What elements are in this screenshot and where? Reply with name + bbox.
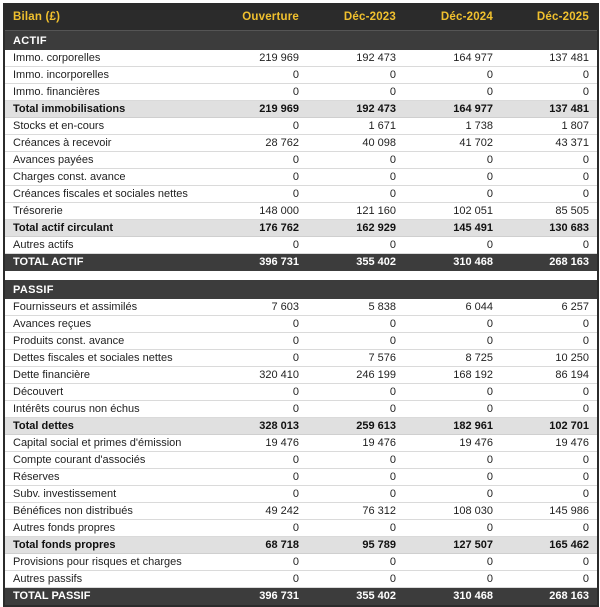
row-value: 0 <box>501 316 598 333</box>
row-value: 310 468 <box>404 254 501 272</box>
row-value: 182 961 <box>404 418 501 435</box>
table-row <box>4 333 598 350</box>
table-row <box>4 486 598 503</box>
spacer-row <box>4 271 598 280</box>
row-label: Dettes fiscales et sociales nettes <box>4 350 210 367</box>
row-value: 355 402 <box>307 254 404 272</box>
table-row <box>4 367 598 384</box>
table-row <box>4 67 598 84</box>
row-value: 0 <box>501 333 598 350</box>
row-value: 49 242 <box>210 503 307 520</box>
row-value: 1 807 <box>501 118 598 135</box>
row-value: 164 977 <box>404 50 501 67</box>
row-value: 19 476 <box>210 435 307 452</box>
subtotal-row <box>4 418 598 435</box>
row-value: 86 194 <box>501 367 598 384</box>
row-value: 0 <box>501 571 598 588</box>
balance-sheet-table <box>3 3 599 607</box>
row-value: 19 476 <box>307 435 404 452</box>
row-value: 148 000 <box>210 203 307 220</box>
row-label: Total dettes <box>4 418 210 435</box>
table-row <box>4 435 598 452</box>
spacer-cell <box>4 271 598 280</box>
row-value: 68 718 <box>210 537 307 554</box>
row-value: 0 <box>307 571 404 588</box>
row-label: Avances payées <box>4 152 210 169</box>
table-row <box>4 299 598 316</box>
row-value: 6 044 <box>404 299 501 316</box>
row-value: 268 163 <box>501 588 598 607</box>
row-label: Produits const. avance <box>4 333 210 350</box>
table-row <box>4 135 598 152</box>
row-value: 6 257 <box>501 299 598 316</box>
row-label: Provisions pour risques et charges <box>4 554 210 571</box>
row-value: 0 <box>210 486 307 503</box>
row-value: 5 838 <box>307 299 404 316</box>
row-value: 396 731 <box>210 254 307 272</box>
row-label: Autres fonds propres <box>4 520 210 537</box>
row-value <box>501 31 598 51</box>
row-value: 0 <box>404 186 501 203</box>
row-label: Créances à recevoir <box>4 135 210 152</box>
row-value: 0 <box>210 520 307 537</box>
row-label: Immo. financières <box>4 84 210 101</box>
row-value: 137 481 <box>501 101 598 118</box>
table-row <box>4 169 598 186</box>
row-label: TOTAL ACTIF <box>4 254 210 272</box>
row-value: 0 <box>501 401 598 418</box>
row-value: 0 <box>210 571 307 588</box>
row-value: 0 <box>404 554 501 571</box>
row-value: 192 473 <box>307 101 404 118</box>
row-value: 0 <box>307 169 404 186</box>
grand-total-row <box>4 254 598 272</box>
row-value: 0 <box>307 316 404 333</box>
row-value: 0 <box>501 67 598 84</box>
column-header-ouverture: Ouverture <box>210 3 307 31</box>
section-header-row <box>4 280 598 299</box>
row-label: Total actif circulant <box>4 220 210 237</box>
row-value: 8 725 <box>404 350 501 367</box>
row-value <box>210 280 307 299</box>
column-header-dec-2025: Déc-2025 <box>501 3 598 31</box>
row-value: 40 098 <box>307 135 404 152</box>
row-value: 0 <box>501 169 598 186</box>
column-header-dec-2024: Déc-2024 <box>404 3 501 31</box>
row-value: 0 <box>404 237 501 254</box>
row-value: 0 <box>210 237 307 254</box>
row-value: 0 <box>501 469 598 486</box>
table-row <box>4 152 598 169</box>
row-value: 0 <box>404 333 501 350</box>
row-value: 137 481 <box>501 50 598 67</box>
row-value <box>501 280 598 299</box>
row-value: 328 013 <box>210 418 307 435</box>
row-value: 168 192 <box>404 367 501 384</box>
table-row <box>4 384 598 401</box>
row-value: 0 <box>404 67 501 84</box>
row-value: 41 702 <box>404 135 501 152</box>
row-value: 320 410 <box>210 367 307 384</box>
row-value: 7 576 <box>307 350 404 367</box>
row-value: 0 <box>404 486 501 503</box>
row-value <box>307 31 404 51</box>
row-value: 1 671 <box>307 118 404 135</box>
row-value: 0 <box>307 452 404 469</box>
row-value: 102 051 <box>404 203 501 220</box>
row-value: 0 <box>404 384 501 401</box>
row-value: 145 986 <box>501 503 598 520</box>
row-value: 0 <box>210 152 307 169</box>
row-value: 268 163 <box>501 254 598 272</box>
subtotal-row <box>4 101 598 118</box>
row-label: Intérêts courus non échus <box>4 401 210 418</box>
row-label: Immo. corporelles <box>4 50 210 67</box>
row-label: Dette financière <box>4 367 210 384</box>
row-value: 19 476 <box>404 435 501 452</box>
row-value: 130 683 <box>501 220 598 237</box>
row-label: Subv. investissement <box>4 486 210 503</box>
subtotal-row <box>4 537 598 554</box>
row-label: Autres actifs <box>4 237 210 254</box>
row-value: 0 <box>307 333 404 350</box>
row-value: 246 199 <box>307 367 404 384</box>
row-value: 0 <box>404 152 501 169</box>
table-row <box>4 503 598 520</box>
row-value: 0 <box>307 152 404 169</box>
row-value: 108 030 <box>404 503 501 520</box>
row-label: Créances fiscales et sociales nettes <box>4 186 210 203</box>
row-value <box>404 31 501 51</box>
grand-total-row <box>4 588 598 607</box>
row-value: 0 <box>501 152 598 169</box>
row-value: 95 789 <box>307 537 404 554</box>
row-label: PASSIF <box>4 280 210 299</box>
row-value: 127 507 <box>404 537 501 554</box>
row-value: 10 250 <box>501 350 598 367</box>
row-label: Capital social et primes d'émission <box>4 435 210 452</box>
table-row <box>4 84 598 101</box>
row-value: 0 <box>404 452 501 469</box>
row-value: 0 <box>404 401 501 418</box>
row-value: 164 977 <box>404 101 501 118</box>
row-label: Stocks et en-cours <box>4 118 210 135</box>
row-value: 0 <box>404 316 501 333</box>
row-label: Réserves <box>4 469 210 486</box>
row-value: 0 <box>501 186 598 203</box>
table-row <box>4 469 598 486</box>
row-value: 0 <box>404 84 501 101</box>
row-value: 0 <box>501 554 598 571</box>
row-value: 0 <box>307 186 404 203</box>
row-value: 0 <box>210 350 307 367</box>
row-value: 102 701 <box>501 418 598 435</box>
row-value: 162 929 <box>307 220 404 237</box>
table-row <box>4 452 598 469</box>
table-header-row <box>4 3 598 31</box>
row-value: 0 <box>210 84 307 101</box>
row-value: 0 <box>210 67 307 84</box>
row-label: Avances reçues <box>4 316 210 333</box>
row-value <box>210 31 307 51</box>
row-value: 28 762 <box>210 135 307 152</box>
row-value: 0 <box>210 186 307 203</box>
row-label: Trésorerie <box>4 203 210 220</box>
row-label: Autres passifs <box>4 571 210 588</box>
row-value: 0 <box>501 84 598 101</box>
table-row <box>4 237 598 254</box>
row-value: 0 <box>501 486 598 503</box>
table-body <box>4 31 598 607</box>
row-value: 0 <box>501 237 598 254</box>
row-label: Immo. incorporelles <box>4 67 210 84</box>
row-value: 0 <box>210 469 307 486</box>
row-value: 176 762 <box>210 220 307 237</box>
row-value: 0 <box>210 554 307 571</box>
row-value: 0 <box>307 486 404 503</box>
row-value: 0 <box>210 333 307 350</box>
row-value: 0 <box>307 401 404 418</box>
table-row <box>4 554 598 571</box>
row-label: TOTAL PASSIF <box>4 588 210 607</box>
row-value: 0 <box>501 452 598 469</box>
table-row <box>4 186 598 203</box>
row-value: 1 738 <box>404 118 501 135</box>
table-row <box>4 401 598 418</box>
row-value: 219 969 <box>210 101 307 118</box>
table-row <box>4 571 598 588</box>
row-value: 0 <box>404 169 501 186</box>
row-value: 145 491 <box>404 220 501 237</box>
row-value: 0 <box>307 67 404 84</box>
row-value: 19 476 <box>501 435 598 452</box>
row-value: 121 160 <box>307 203 404 220</box>
row-value <box>404 280 501 299</box>
row-value: 355 402 <box>307 588 404 607</box>
row-value: 0 <box>210 118 307 135</box>
row-value: 0 <box>307 237 404 254</box>
row-value: 43 371 <box>501 135 598 152</box>
row-label: Charges const. avance <box>4 169 210 186</box>
row-value <box>307 280 404 299</box>
row-value: 0 <box>210 384 307 401</box>
row-value: 0 <box>307 384 404 401</box>
row-value: 0 <box>501 384 598 401</box>
table-row <box>4 50 598 67</box>
table-row <box>4 203 598 220</box>
row-value: 0 <box>210 169 307 186</box>
table-title: Bilan (£) <box>4 3 210 31</box>
row-label: Bénéfices non distribués <box>4 503 210 520</box>
column-header-dec-2023: Déc-2023 <box>307 3 404 31</box>
row-value: 0 <box>307 84 404 101</box>
row-label: Total fonds propres <box>4 537 210 554</box>
row-value: 0 <box>404 571 501 588</box>
table-row <box>4 316 598 333</box>
row-value: 0 <box>404 520 501 537</box>
row-value: 259 613 <box>307 418 404 435</box>
row-value: 85 505 <box>501 203 598 220</box>
row-value: 0 <box>210 316 307 333</box>
table-row <box>4 350 598 367</box>
row-value: 0 <box>307 554 404 571</box>
row-value: 76 312 <box>307 503 404 520</box>
row-value: 0 <box>210 401 307 418</box>
row-value: 165 462 <box>501 537 598 554</box>
row-label: Découvert <box>4 384 210 401</box>
row-value: 0 <box>307 469 404 486</box>
table-row <box>4 520 598 537</box>
row-value: 0 <box>501 520 598 537</box>
row-label: Fournisseurs et assimilés <box>4 299 210 316</box>
table-row <box>4 118 598 135</box>
row-label: ACTIF <box>4 31 210 51</box>
row-label: Compte courant d'associés <box>4 452 210 469</box>
row-value: 0 <box>210 452 307 469</box>
row-value: 7 603 <box>210 299 307 316</box>
row-value: 310 468 <box>404 588 501 607</box>
section-header-row <box>4 31 598 51</box>
row-value: 396 731 <box>210 588 307 607</box>
row-value: 0 <box>404 469 501 486</box>
row-value: 0 <box>307 520 404 537</box>
row-value: 219 969 <box>210 50 307 67</box>
subtotal-row <box>4 220 598 237</box>
row-label: Total immobilisations <box>4 101 210 118</box>
row-value: 192 473 <box>307 50 404 67</box>
